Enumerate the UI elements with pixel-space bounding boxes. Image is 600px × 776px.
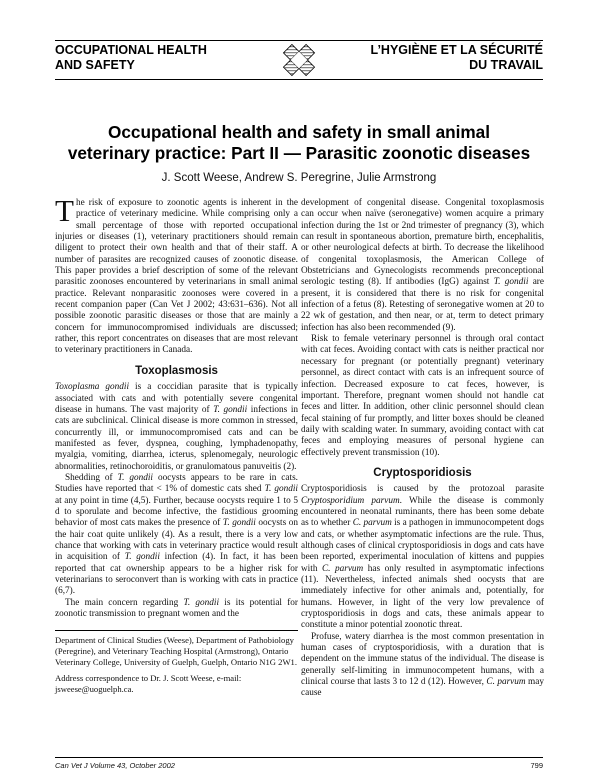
right-paragraph-1: development of congenital disease. Congenital toxoplasmosis can occur when naïve (seronegative) women acquire a primary infection during the 1st or 2nd trimester of pregnancy (3), which can result in spontaneous abortion, premature birth, encephalitis, or other neurological defects at birth. To decrease the likelihood of congenital toxoplasmosis, the American College of Obstetricians and Gynecologists recommends preconceptional serologic testing (8). If antibodies (IgG) against T. gondii are present, it is considered that there is no risk for congenital infection of a fetus (8). Retesting of seronegative women at 20 to 22 wk of gestation, and then near, or at, term to detect primary infection has also been recommended (9). — [301, 198, 544, 333]
right-paragraph-2: Risk to female veterinary personnel is through oral contact with cat feces. Avoiding contact with cats is neither practical nor necessary for pregnant (or potentially pregnant) veterinary personnel, as direct contact with cats is an infrequent source of infection. Decreased exposure to cat feces, however, is important. Therefore, pregnant women should not handle cat feces and litter. In addition, other clinic personnel should clean fecal staining of fur promptly, and litter boxes should be cleaned daily with scalding water. In summary, avoiding contact with cat feces and employing measures of personal hygiene can effectively prevent transmission (10). — [301, 334, 544, 458]
page-number: 799 — [530, 761, 543, 770]
cross-logo-icon — [268, 38, 330, 82]
header-left-line1: OCCUPATIONAL HEALTH — [55, 43, 207, 57]
section-header-french — [333, 43, 543, 73]
intro-paragraph: The risk of exposure to zoonotic agents is inherent in the practice of veterinary medicine. While comprising only a small percentage of those with reported occupational injuries or diseases (1), veterinary practitioners should remain diligent to protect their own health and that of their staff. A number of parasites are recognized causes of zoonotic disease. This paper provides a brief description of some of the relevant parasitic zoonoses encountered by veterinarians in small animal practice. Relevant nonparasitic zoonoses were covered in a recent companion paper (Can Vet J 2002; 43:631–636). Not all possible zoonotic parasitic diseases or those that are mainly a concern for immunocompromised individuals are discussed; rather, this report concentrates on diseases that are most relevant to veterinary practitioners in Canada. — [55, 193, 298, 356]
right-column — [301, 198, 544, 700]
title-line2: veterinary practice: Part II — Parasitic zoonotic diseases — [67, 143, 531, 163]
crypto-paragraph-2: Profuse, watery diarrhea is the most common presentation in human cases of cryptosporidiosis, with a duration that is dependent on the immune status of the individual. The disease is generally self-limiting in immunocompetent humans, with a clinical course that lasts 3 to 12 d (12). However, C. parvum may cause — [301, 631, 544, 699]
section-header-english — [55, 43, 255, 73]
journal-citation: Can Vet J Volume 43, October 2002 — [55, 761, 175, 770]
footnote-rule — [55, 630, 298, 631]
correspondence-text: Address correspondence to Dr. J. Scott Weese, e-mail: jsweese@uoguelph.ca. — [55, 673, 242, 694]
header-right-line2: DU TRAVAIL — [469, 58, 543, 72]
header-right-line1: L’HYGIÈNE ET LA SÉCURITÉ — [370, 43, 543, 57]
crypto-paragraph-1: Cryptosporidiosis is caused by the protozoal parasite Cryptosporidium parvum. While the disease is commonly encountered in neonatal ruminants, there has been some debate as to whether C. parvum is a pathogen in immunocompetent dogs and cats, or whether asymptomatic infections are the rule. Thus, although cases of clinical cryptosporidiosis in dogs and cats have been reported, experimental inoculation of kittens and puppies with C. parvum has only resulted in asymptomatic infections (11). Nevertheless, infected animals shed oocysts that are immediately infective for other animals and, potentially, for humans. However, in light of the very low prevalence of cryptosporidiosis in dogs and cats, these animals appear to constitute a minor potential zoonotic threat. — [301, 484, 544, 631]
article-title — [55, 122, 543, 164]
section-heading-toxoplasmosis: Toxoplasmosis — [135, 364, 218, 377]
toxo-paragraph-2: Shedding of T. gondii oocysts appears to be rare in cats. Studies have reported that < 1% of domestic cats shed T. gondii at any point in time (4,5). Further, because oocysts require 1 to 5 d to sporulate and become infective, the fastidious grooming behavior of most cats makes the presence of T. gondii oocysts on the hair coat quite unlikely (4). As a result, there is a very low chance that working with cats in veterinary practice would result in acquisition of T. gondii infection (4). In fact, it has been reported that cat ownership appears to be a higher risk for veterinarians to seroconvert than is working with cats in practice (6,7). — [55, 472, 298, 597]
affiliation-text: Department of Clinical Studies (Weese), Department of Pathobiology (Peregrine), and Veterinary Teaching Hospital (Armstrong), Ontario Veterinary College, University of Guelph, Guelph, Ontario N1G 2W1. — [55, 635, 298, 667]
toxo-paragraph-1: Toxoplasma gondii is a coccidian parasite that is typically associated with cats and with potentially severe congenital disease in humans. The vast majority of T. gondii infections in cats are subclinical. Clinical disease is more common in stressed, concurrently ill, or immunocompromised cats and can be manifested as fever, dyspnea, coughing, lymphadenopathy, myalgia, vomiting, diarrhea, icterus, splenomegaly, neurologic abnormalities, retinochoroiditis, or granulomatous panuveitis (2). — [55, 382, 299, 472]
header-left-line2: AND SAFETY — [55, 58, 135, 72]
footer-rule — [55, 757, 543, 758]
header-bottom-rule — [55, 79, 543, 80]
affiliation-footnote — [55, 630, 298, 700]
left-column — [55, 193, 299, 620]
toxo-paragraph-3: The main concern regarding T. gondii is its potential for zoonotic transmission to pregnant women and the — [55, 597, 298, 620]
article-authors: J. Scott Weese, Andrew S. Peregrine, Julie Armstrong — [161, 172, 437, 184]
section-heading-cryptosporidiosis: Cryptosporidiosis — [373, 466, 472, 479]
title-line1: Occupational health and safety in small animal — [107, 122, 491, 142]
drop-cap: T — [55, 193, 74, 228]
